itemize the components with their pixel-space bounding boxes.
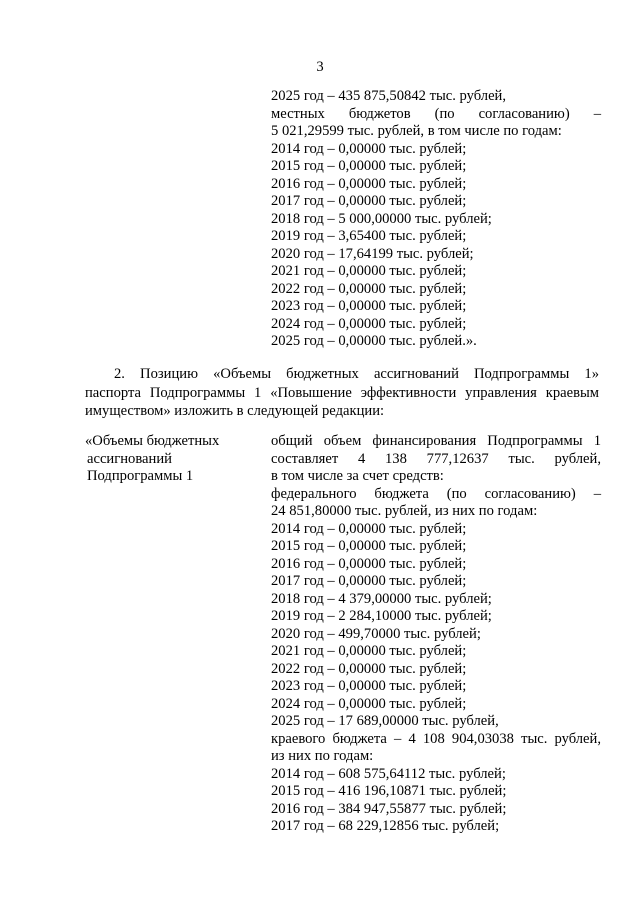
text-line: 2025 год – 17 689,00000 тыс. рублей, xyxy=(271,713,499,729)
text-line: 2020 год – 17,64199 тыс. рублей; xyxy=(271,245,474,262)
text-line: 2021 год – 0,00000 тыс. рублей; xyxy=(271,643,467,659)
text-line: 2016 год – 0,00000 тыс. рублей; xyxy=(271,555,467,572)
text-line: 2014 год – 608 575,64112 тыс. рублей; xyxy=(271,765,506,782)
text-line: 2. Позицию «Объемы бюджетных ассигнований Подпрограммы 1» xyxy=(114,366,599,382)
text-line: 2022 год – 0,00000 тыс. рублей; xyxy=(271,280,467,297)
text-line: 2016 год – 0,00000 тыс. рублей; xyxy=(271,175,467,192)
text-line: 2024 год – 0,00000 тыс. рублей; xyxy=(271,315,467,332)
text-line: в том числе за счет средств: xyxy=(271,468,444,484)
text-line: имуществом» изложить в следующей редакции: xyxy=(85,403,385,419)
text-line: 5 021,29599 тыс. рублей, в том числе по годам: xyxy=(271,123,562,139)
text-line: 2023 год – 0,00000 тыс. рублей; xyxy=(271,298,467,314)
text-line: 2014 год – 0,00000 тыс. рублей; xyxy=(271,520,467,537)
text-line: «Объемы бюджетных xyxy=(85,433,220,449)
position-label xyxy=(85,433,255,486)
text-line: 2017 год – 0,00000 тыс. рублей; xyxy=(271,193,467,209)
text-line: федерального бюджета (по согласованию) – xyxy=(271,485,601,502)
text-line: 2015 год – 0,00000 тыс. рублей; xyxy=(271,158,467,174)
funding-continuation-block xyxy=(271,88,601,351)
text-line: 2015 год – 0,00000 тыс. рублей; xyxy=(271,538,467,554)
text-line: паспорта Подпрограммы 1 «Повышение эффективности управления краевым xyxy=(85,384,599,401)
text-line: 2016 год – 384 947,55877 тыс. рублей; xyxy=(271,800,507,817)
text-line: 2025 год – 0,00000 тыс. рублей.». xyxy=(271,333,477,349)
text-line: Подпрограммы 1 xyxy=(87,468,194,484)
text-line: 2017 год – 0,00000 тыс. рублей; xyxy=(271,573,467,589)
funding-volume-block xyxy=(271,433,601,836)
text-line: 2022 год – 0,00000 тыс. рублей; xyxy=(271,660,467,677)
amendment-paragraph xyxy=(85,365,599,421)
text-line: составляет 4 138 777,12637 тыс. рублей, xyxy=(271,450,601,467)
text-line: 2025 год – 435 875,50842 тыс. рублей, xyxy=(271,88,507,104)
page-number: 3 xyxy=(316,59,324,75)
text-line: 2014 год – 0,00000 тыс. рублей; xyxy=(271,140,467,157)
text-line: 2018 год – 4 379,00000 тыс. рублей; xyxy=(271,590,492,607)
text-line: 2018 год – 5 000,00000 тыс. рублей; xyxy=(271,210,492,227)
text-line: 2020 год – 499,70000 тыс. рублей; xyxy=(271,625,481,642)
text-line: 2015 год – 416 196,10871 тыс. рублей; xyxy=(271,783,507,799)
text-line: 2024 год – 0,00000 тыс. рублей; xyxy=(271,695,467,712)
text-line: общий объем финансирования Подпрограммы 1 xyxy=(271,433,601,449)
text-line: 2021 год – 0,00000 тыс. рублей; xyxy=(271,263,467,279)
text-line: 24 851,80000 тыс. рублей, из них по годам: xyxy=(271,503,538,519)
text-line: ассигнований xyxy=(87,450,172,467)
text-line: краевого бюджета – 4 108 904,03038 тыс. рублей, xyxy=(271,730,601,747)
text-line: 2017 год – 68 229,12856 тыс. рублей; xyxy=(271,818,500,834)
text-line: из них по годам: xyxy=(271,748,374,764)
text-line: местных бюджетов (по согласованию) – xyxy=(271,105,601,122)
text-line: 2019 год – 3,65400 тыс. рублей; xyxy=(271,228,467,244)
text-line: 2019 год – 2 284,10000 тыс. рублей; xyxy=(271,608,492,624)
text-line: 2023 год – 0,00000 тыс. рублей; xyxy=(271,678,467,694)
